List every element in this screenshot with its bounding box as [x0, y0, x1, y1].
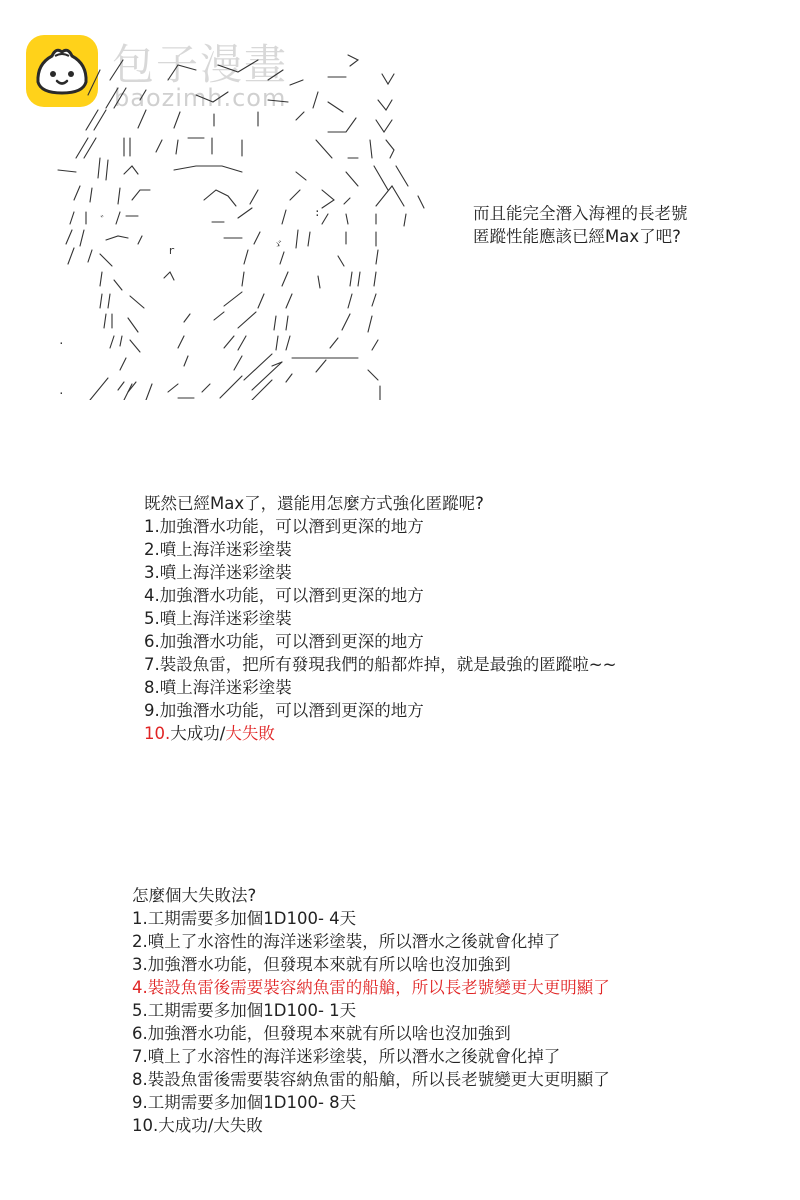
fail-option: 7.噴上了水溶性的海洋迷彩塗裝，所以潛水之後就會化掉了	[132, 1047, 561, 1066]
choice-option: 4.加強潛水功能，可以潛到更深的地方	[144, 586, 424, 605]
fail-question: 怎麼個大失敗法?	[132, 886, 257, 905]
choice-option: 9.加強潛水功能，可以潛到更深的地方	[144, 701, 424, 720]
fail-option: 6.加強潛水功能，但發現本來就有所以啥也沒加強到	[132, 1024, 511, 1043]
fail-option: 4.裝設魚雷後需要裝容納魚雷的船艙，所以長老號變更大更明顯了	[132, 978, 610, 997]
intro-narration	[473, 202, 688, 248]
ascii-art-character	[28, 40, 448, 400]
choice-result	[144, 722, 616, 745]
choice-question: 既然已經Max了，還能用怎麼方式強化匿蹤呢?	[144, 494, 484, 513]
fail-option: 2.噴上了水溶性的海洋迷彩塗裝，所以潛水之後就會化掉了	[132, 932, 561, 951]
choice-option: 2.噴上海洋迷彩塗裝	[144, 540, 292, 559]
svg-text:r: r	[168, 244, 175, 257]
fail-table	[132, 884, 610, 1137]
narration-line: 匿蹤性能應該已經Max了吧?	[473, 227, 681, 246]
choice-option: 5.噴上海洋迷彩塗裝	[144, 609, 292, 628]
choice-option: 6.加強潛水功能，可以潛到更深的地方	[144, 632, 424, 651]
narration-line: 而且能完全潛入海裡的長老號	[473, 204, 688, 223]
fail-option: 1.工期需要多加個1D100- 4天	[132, 909, 357, 928]
choice-option: 8.噴上海洋迷彩塗裝	[144, 678, 292, 697]
choice-option: 7.裝設魚雷，把所有發現我們的船都炸掉，就是最強的匿蹤啦~~	[144, 655, 617, 674]
watermark-site-url: baozimh.com	[114, 84, 287, 112]
choice-result-text: 大成功/	[170, 724, 226, 743]
fail-option: 10.大成功/大失敗	[132, 1116, 263, 1135]
fail-option: 8.裝設魚雷後需要裝容納魚雷的船艙，所以長老號變更大更明顯了	[132, 1070, 610, 1089]
choice-option: 1.加強潛水功能，可以潛到更深的地方	[144, 517, 424, 536]
watermark-site-name: 包子漫畫	[112, 40, 289, 89]
choice-result-number: 10.	[144, 724, 171, 743]
choice-result-highlight: 大失敗	[225, 724, 275, 743]
svg-text:ゞ: ゞ	[272, 238, 283, 251]
svg-text:.: .	[58, 334, 65, 347]
svg-text::: :	[314, 206, 321, 219]
svg-text:.: .	[58, 384, 65, 397]
choice-option: 3.噴上海洋迷彩塗裝	[144, 563, 292, 582]
choice-list	[144, 492, 616, 745]
fail-option: 3.加強潛水功能，但發現本來就有所以啥也沒加強到	[132, 955, 511, 974]
svg-text:゛: ゛	[100, 214, 111, 227]
fail-option: 5.工期需要多加個1D100- 1天	[132, 1001, 357, 1020]
fail-option: 9.工期需要多加個1D100- 8天	[132, 1093, 357, 1112]
